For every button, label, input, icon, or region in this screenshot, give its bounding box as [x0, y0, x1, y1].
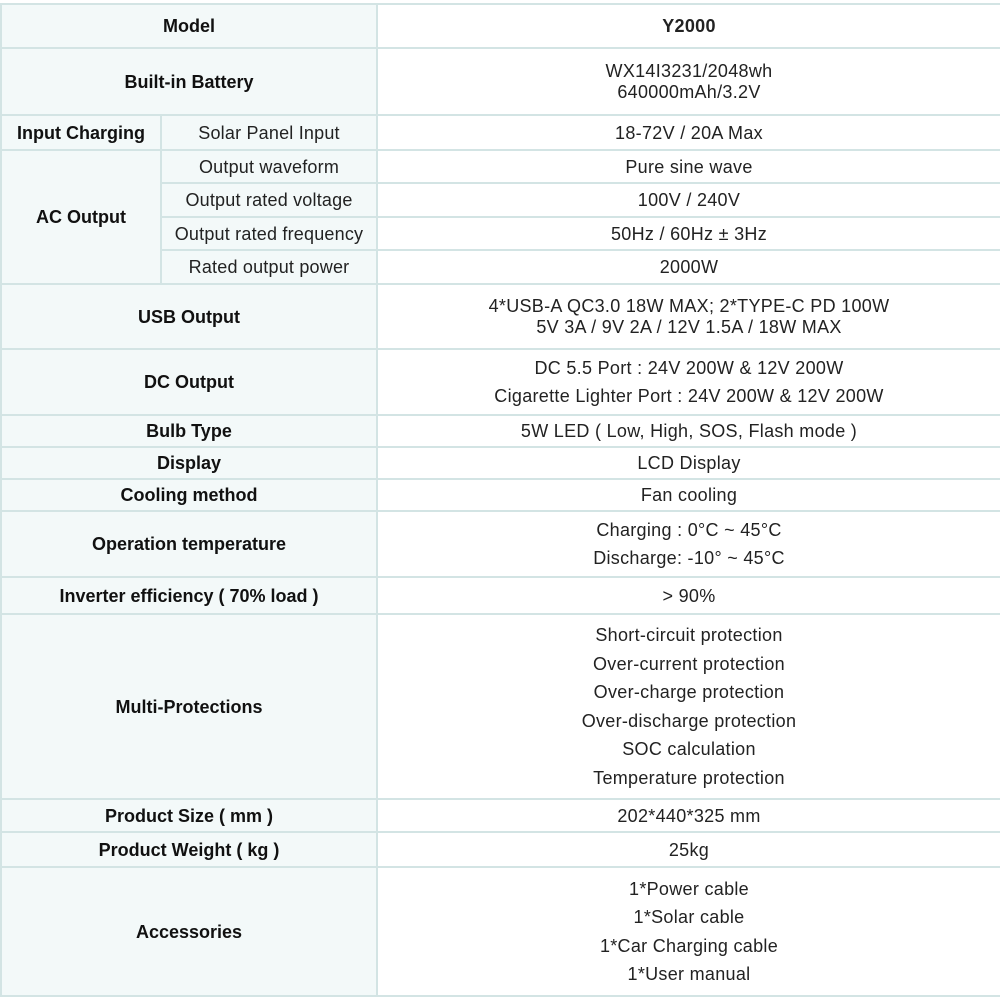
product-size-label: Product Size ( mm ) — [1, 799, 377, 832]
inverter-efficiency-value: > 90% — [377, 577, 1000, 614]
usb-line: 4*USB-A QC3.0 18W MAX; 2*TYPE-C PD 100W — [488, 295, 890, 316]
inverter-efficiency-label: Inverter efficiency ( 70% load ) — [1, 577, 377, 614]
product-weight-value: 25kg — [377, 832, 1000, 867]
spec-table — [0, 3, 1000, 997]
accessory-line: 1*User manual — [627, 964, 751, 984]
ac-output-label: AC Output — [1, 150, 161, 284]
solar-panel-input-label: Solar Panel Input — [161, 115, 377, 150]
protection-line: Over-current protection — [593, 653, 785, 674]
operation-temperature-label: Operation temperature — [1, 511, 377, 577]
bulb-type-value: 5W LED ( Low, High, SOS, Flash mode ) — [377, 415, 1000, 447]
multi-protections-value — [377, 614, 1000, 799]
table-row — [1, 415, 1000, 447]
accessory-line: 1*Solar cable — [633, 907, 745, 927]
accessories-value — [377, 867, 1000, 996]
dc-output-value — [377, 349, 1000, 415]
temperature-line: Discharge: -10° ~ 45°C — [593, 548, 785, 568]
ac-output-value: 2000W — [377, 250, 1000, 284]
protection-line: Over-discharge protection — [581, 710, 797, 731]
protection-line: Temperature protection — [593, 767, 785, 788]
model-value: Y2000 — [377, 4, 1000, 48]
model-label: Model — [1, 4, 377, 48]
table-row — [1, 832, 1000, 867]
accessory-line: 1*Car Charging cable — [599, 935, 779, 956]
cooling-method-label: Cooling method — [1, 479, 377, 511]
usb-output-label: USB Output — [1, 284, 377, 349]
dc-line: DC 5.5 Port : 24V 200W & 12V 200W — [534, 357, 844, 378]
protection-line: SOC calculation — [622, 739, 756, 759]
table-row — [1, 447, 1000, 479]
temperature-line: Charging : 0°C ~ 45°C — [596, 519, 782, 540]
table-row — [1, 479, 1000, 511]
table-row — [1, 4, 1000, 48]
table-row — [1, 150, 1000, 183]
multi-protections-label: Multi-Protections — [1, 614, 377, 799]
battery-line: WX14I3231/2048wh — [605, 60, 773, 81]
built-in-battery-value — [377, 48, 1000, 115]
usb-output-value — [377, 284, 1000, 349]
solar-panel-input-value: 18-72V / 20A Max — [377, 115, 1000, 150]
ac-output-value: 50Hz / 60Hz ± 3Hz — [377, 217, 1000, 250]
table-row — [1, 349, 1000, 415]
operation-temperature-value — [377, 511, 1000, 577]
ac-output-sub-label: Output rated frequency — [161, 217, 377, 250]
table-row — [1, 614, 1000, 799]
protection-line: Over-charge protection — [593, 682, 785, 702]
input-charging-label: Input Charging — [1, 115, 161, 150]
ac-output-value: 100V / 240V — [377, 183, 1000, 217]
table-row — [1, 799, 1000, 832]
cooling-method-value: Fan cooling — [377, 479, 1000, 511]
accessories-label: Accessories — [1, 867, 377, 996]
usb-line: 5V 3A / 9V 2A / 12V 1.5A / 18W MAX — [536, 316, 842, 337]
table-row — [1, 511, 1000, 577]
battery-line: 640000mAh/3.2V — [617, 81, 761, 102]
dc-line: Cigarette Lighter Port : 24V 200W & 12V 200W — [494, 386, 884, 406]
table-row — [1, 115, 1000, 150]
ac-output-sub-label: Rated output power — [161, 250, 377, 284]
display-value: LCD Display — [377, 447, 1000, 479]
table-row — [1, 867, 1000, 996]
ac-output-sub-label: Output rated voltage — [161, 183, 377, 217]
built-in-battery-label: Built-in Battery — [1, 48, 377, 115]
table-row — [1, 577, 1000, 614]
display-label: Display — [1, 447, 377, 479]
ac-output-sub-label: Output waveform — [161, 150, 377, 183]
accessory-line: 1*Power cable — [629, 878, 749, 899]
product-weight-label: Product Weight ( kg ) — [1, 832, 377, 867]
table-row — [1, 48, 1000, 115]
dc-output-label: DC Output — [1, 349, 377, 415]
ac-output-value: Pure sine wave — [377, 150, 1000, 183]
table-row — [1, 284, 1000, 349]
protection-line: Short-circuit protection — [595, 625, 783, 645]
product-size-value: 202*440*325 mm — [377, 799, 1000, 832]
bulb-type-label: Bulb Type — [1, 415, 377, 447]
